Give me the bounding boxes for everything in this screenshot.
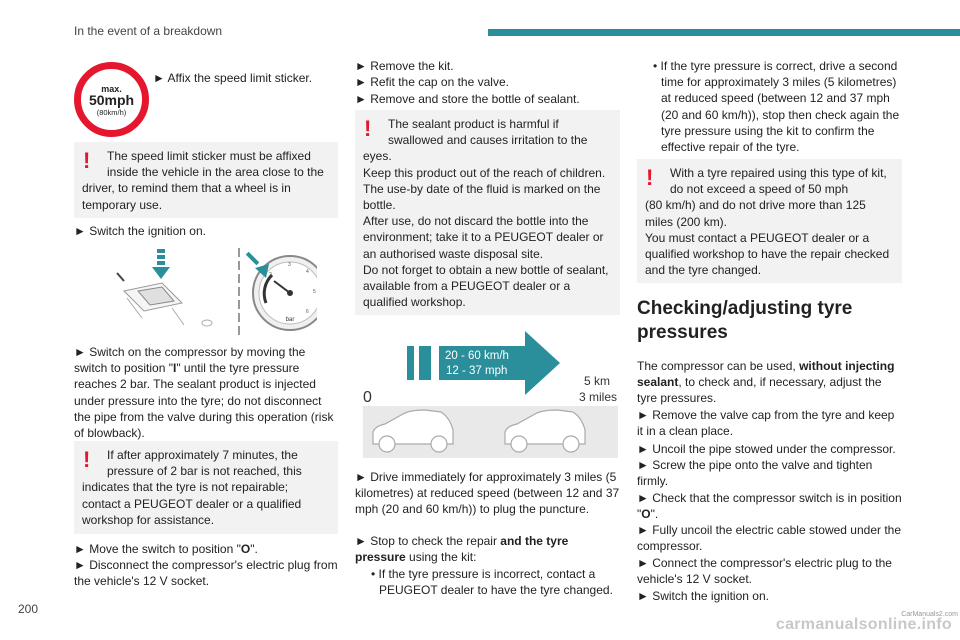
warning-text: The speed limit sticker must be affixed inside the vehicle in the area close to the <box>107 149 324 180</box>
warning-icon: ! <box>646 165 654 190</box>
pressure-gauge-icon <box>246 252 317 330</box>
start-zero: 0 <box>363 389 372 406</box>
step-ignition: ► Switch the ignition on. <box>637 589 769 603</box>
warning-text-cont: driver, to remind them that a wheel is in temporary use. <box>82 181 291 212</box>
warning-sticker <box>74 142 338 218</box>
section-heading: Checking/adjusting tyre pressures <box>637 298 853 343</box>
compressor-step: ► Switch on the compressor by moving the switch to position "I" until the tyre pressure reaches 2 bar. The sealant product is injected under pressure into the tyre; do not disconnect the pipe from the valve during this operation (risk of blowback). <box>74 345 334 441</box>
step-connect-plug: ► Connect the compressor's electric plug to the vehicle's 12 V socket. <box>637 556 892 587</box>
step-remove-cap: ► Remove the valve cap from the tyre and keep it in a clean place. <box>637 408 895 439</box>
speed-limit-sticker-icon <box>74 62 149 137</box>
refit-cap-step: ► Refit the cap on the valve. <box>355 75 509 89</box>
store-bottle-step: ► Remove and store the bottle of sealant. <box>355 92 580 106</box>
drive-step: ► Drive immediately for approximately 3 miles (5 kilometres) at reduced speed (between 12 and 37 mph (20 and 60 km/h)) to plug the puncture. <box>355 470 620 517</box>
distance-miles: 3 miles <box>578 390 617 404</box>
speed-kmh: 20 - 60 km/h <box>445 350 509 362</box>
distance-km: 5 km <box>583 374 610 388</box>
svg-text:5: 5 <box>313 289 316 295</box>
warning-text: The sealant product is harmful if swallowed and causes irritation to the <box>388 117 588 148</box>
warning-disposal: After use, do not discard the bottle into the environment; take it to a PEUGEOT dealer or an authorised waste disposal site. <box>363 214 604 261</box>
sticker-line2: 50mph <box>88 92 135 108</box>
warning-text-cont: indicates that the tyre is not repairable; contact a PEUGEOT dealer or a qualified workshop for assistance. <box>82 480 302 527</box>
step-screw-pipe: ► Screw the pipe onto the valve and tighten firmly. <box>637 458 873 489</box>
warning-icon: ! <box>83 148 91 173</box>
page-number: 200 <box>18 602 39 616</box>
warning-contact: You must contact a PEUGEOT dealer or a qualified workshop to have the repair checked and the tyre changed. <box>645 230 890 278</box>
svg-text:3: 3 <box>288 262 291 268</box>
step-check-switch: ► Check that the compressor switch is in position "O". <box>637 491 902 522</box>
speed-mph: 12 - 37 mph <box>446 365 508 377</box>
warning-text-cont: eyes. <box>363 149 392 164</box>
warning-icon: ! <box>83 447 91 472</box>
warning-children: Keep this product out of the reach of children. <box>363 165 606 180</box>
gauge-unit: bar <box>285 317 295 323</box>
watermark-small: CarManuals2.com <box>901 611 958 618</box>
header-bar <box>488 29 960 36</box>
ignition-step: ► Switch the ignition on. <box>74 224 206 238</box>
sticker-line1: max. <box>101 84 122 94</box>
switch-icon <box>117 249 212 326</box>
watermark: carmanualsonline.info <box>775 616 952 633</box>
warning-use-by: The use-by date of the fluid is marked on the bottle. <box>363 181 601 213</box>
sticker-line3: (80km/h) <box>96 108 127 117</box>
step-uncoil-cable: ► Fully uncoil the electric cable stowed under the compressor. <box>637 523 902 554</box>
warning-new-bottle: Do not forget to obtain a new bottle of sealant, available from a PEUGEOT dealer or a qualified workshop. <box>363 262 609 310</box>
intro-text: The compressor can be used, without injecting sealant, to check and, if necessary, adjust the tyre pressures. <box>637 359 895 406</box>
warning-speed <box>637 159 902 283</box>
svg-text:6: 6 <box>306 309 309 315</box>
warning-text: With a tyre repaired using this type of kit, do not exceed a speed of 50 mph <box>670 166 887 197</box>
svg-text:4: 4 <box>306 269 309 275</box>
affix-step: ► Affix the speed limit sticker. <box>153 71 313 85</box>
disconnect-step: ► Disconnect the compressor's electric plug from the vehicle's 12 V socket. <box>74 558 338 589</box>
drive-distance-diagram <box>355 326 620 461</box>
warning-text-cont: (80 km/h) and do not drive more than 125 miles (200 km). <box>645 198 866 229</box>
svg-text:2: 2 <box>269 272 272 278</box>
warning-sealant <box>355 110 620 315</box>
warning-text: If after approximately 7 minutes, the pressure of 2 bar is not reached, this <box>107 448 302 479</box>
incorrect-pressure-item: • If the tyre pressure is incorrect, contact a PEUGEOT dealer to have the tyre changed. <box>371 567 613 598</box>
warning-pressure <box>74 441 338 534</box>
move-switch-step: ► Move the switch to position "O". <box>74 542 258 556</box>
warning-icon: ! <box>364 116 372 141</box>
section-header: In the event of a breakdown <box>74 24 223 38</box>
correct-pressure-item: • If the tyre pressure is correct, drive a second time for approximately 3 miles (5 kilometres) at reduced speed (between 12 and 37 mph (20 and 60 km/h)), stop then check again the tyre pressure using the kit to confirm the effective repair of the tyre. <box>653 59 900 155</box>
stop-check-step: ► Stop to check the repair and the tyre pressure using the kit: <box>355 534 569 565</box>
remove-kit-step: ► Remove the kit. <box>355 59 454 73</box>
compressor-gauge-illustration <box>112 243 317 338</box>
step-uncoil-pipe: ► Uncoil the pipe stowed under the compressor. <box>637 442 896 456</box>
